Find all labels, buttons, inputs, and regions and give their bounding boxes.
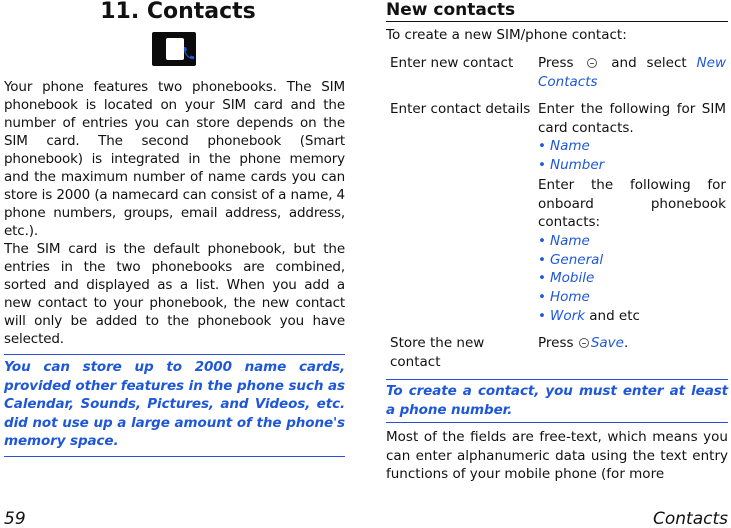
- phone-handset-icon: [181, 46, 195, 62]
- field-bullet: • Work and etc: [538, 307, 640, 324]
- memory-note-callout: [4, 354, 345, 457]
- steps-table: [386, 48, 728, 373]
- sim-fields-intro: Enter the following for SIM card contacts.: [538, 101, 726, 136]
- new-contacts-option: New Contacts: [538, 55, 726, 90]
- chapter-title: 11. Contacts: [100, 0, 256, 24]
- page-number: 59: [4, 509, 26, 528]
- contacts-phonebook-icon: [152, 32, 196, 66]
- section-title: New contacts: [386, 0, 728, 22]
- section-intro: To create a new SIM/phone contact:: [386, 27, 627, 43]
- footer-section-name: Contacts: [653, 509, 728, 528]
- step-label: Store the new contact: [390, 335, 485, 370]
- step-row-details: [386, 94, 728, 328]
- intro-paragraph: Your phone features two phonebooks. The SIM phonebook is located on your SIM card and the number of entries you can store depends on the SIM card. The second phonebook (Smart phonebook) is integrated in the phone memory and the maximum number of name cards you can store is 2000 (a namecard can consist of a name, 4 phone numbers, groups, email address, address, etc.).: [4, 79, 345, 239]
- step-row-store: [386, 328, 728, 373]
- field-bullet: • Number: [538, 156, 605, 173]
- phone-number-note-callout: [386, 379, 728, 423]
- free-text-paragraph: Most of the fields are free-text, which means you can enter alphanumeric data using the text entry functions of your mobile phone (for more: [386, 429, 728, 482]
- step-instruction: [536, 94, 728, 328]
- field-bullet: • Mobile: [538, 270, 595, 287]
- step-label: Enter contact details: [390, 101, 531, 117]
- step-row-enter-new: [386, 48, 728, 94]
- phone-number-note-text: To create a contact, you must enter at least a phone number.: [386, 383, 728, 418]
- menu-key-icon: [587, 58, 597, 68]
- phone-fields-intro: Enter the following for onboard phonebook contacts:: [538, 177, 726, 231]
- right-column: [386, 0, 728, 484]
- field-bullet: • Home: [538, 289, 590, 306]
- field-bullet: • General: [538, 251, 604, 268]
- left-column: [4, 0, 345, 457]
- step-instruction: Press and select New Contacts: [538, 55, 726, 90]
- memory-note-text: You can store up to 2000 name cards, provided other features in the phone such as Calendar, Sounds, Pictures, and Videos, etc. did not use up a large amount of the phone's memory space.: [4, 359, 345, 449]
- field-bullet: • Name: [538, 138, 590, 154]
- save-option: Save: [590, 335, 624, 351]
- default-phonebook-paragraph: The SIM card is the default phonebook, but the entries in the two phonebooks are combined, sorted and displayed as a list. When you add a new contact to your phonebook, the new contact will only be added to the phonebook you have selected.: [4, 241, 345, 347]
- field-bullet: • Name: [538, 232, 590, 249]
- menu-key-icon: [579, 338, 589, 348]
- step-label: Enter new contact: [390, 55, 514, 71]
- step-instruction: Press Save.: [538, 335, 629, 351]
